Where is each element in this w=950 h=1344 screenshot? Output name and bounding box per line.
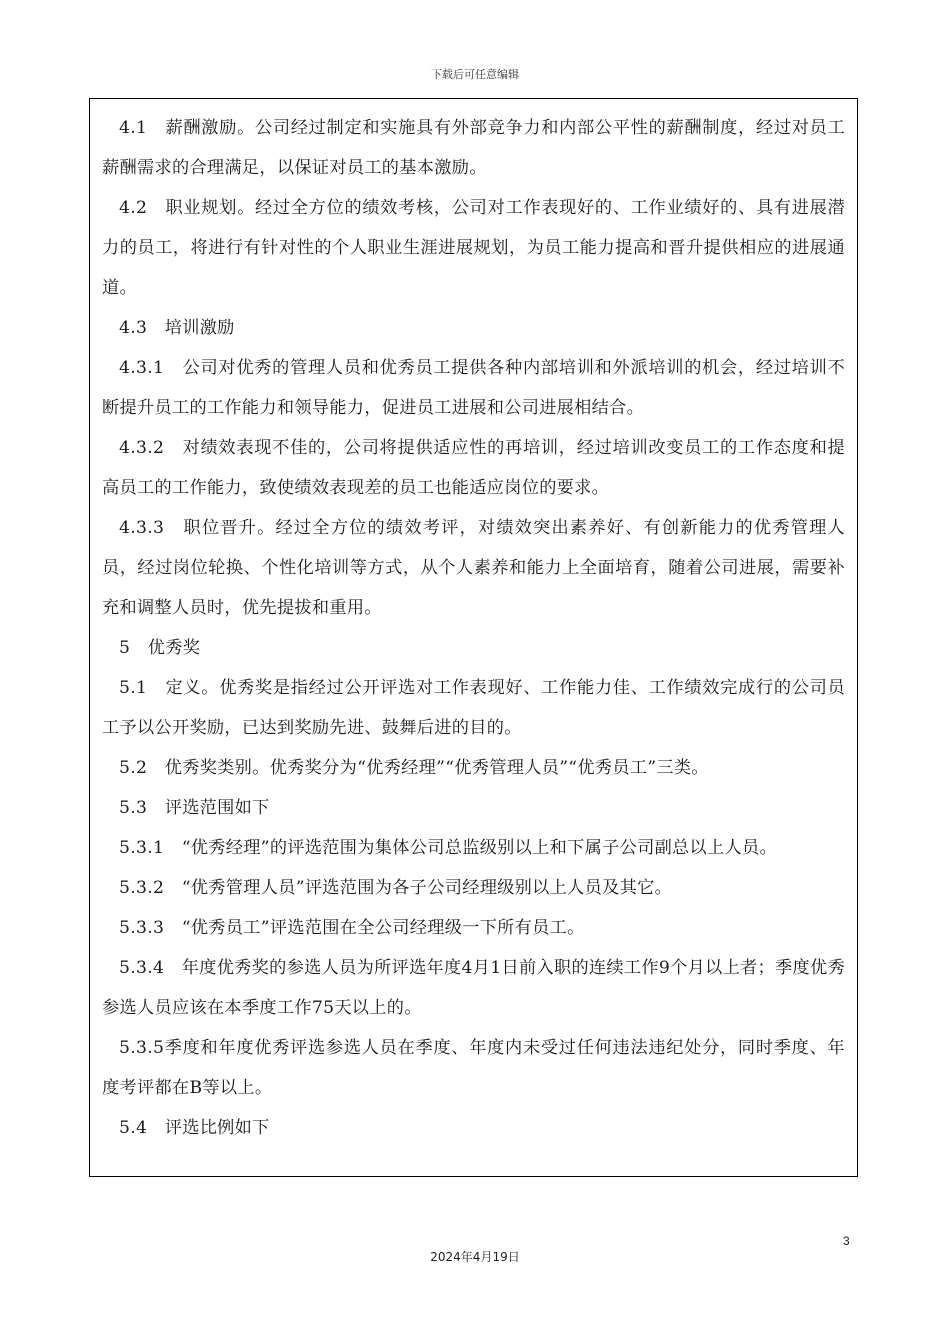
paragraph-4-1: 4.1 薪酬激励。公司经过制定和实施具有外部竞争力和内部公平性的薪酬制度，经过对员工薪酬需求的合理满足，以保证对员工的基本激励。 [102, 118, 845, 178]
paragraph-4-2: 4.2 职业规划。经过全方位的绩效考核，公司对工作表现好的、工作业绩好的、具有进展潜力的员工，将进行有针对性的个人职业生涯进展规划，为员工能力提高和晋升提供相应的进展通道。 [102, 198, 845, 298]
paragraph-4-3-2: 4.3.2 对绩效表现不佳的，公司将提供适应性的再培训，经过培训改变员工的工作态度和提高员工的工作能力，致使绩效表现差的员工也能适应岗位的要求。 [102, 438, 845, 498]
paragraph-5-3-3: 5.3.3 “优秀员工”评选范围在全公司经理级一下所有员工。 [119, 918, 585, 938]
footer-date: 2024年4月19日 [430, 1250, 520, 1264]
page-header: 下载后可任意编辑 [431, 68, 519, 81]
paragraph-5-3-4: 5.3.4 年度优秀奖的参选人员为所评选年度4月1日前入职的连续工作9个月以上者；季度优秀参选人员应该在本季度工作75天以上的。 [102, 958, 845, 1018]
document-body [89, 98, 858, 1177]
paragraph-4-3-1: 4.3.1 公司对优秀的管理人员和优秀员工提供各种内部培训和外派培训的机会，经过培训不断提升员工的工作能力和领导能力，促进员工进展和公司进展相结合。 [102, 358, 845, 418]
paragraph-5-3-2: 5.3.2 “优秀管理人员”评选范围为各子公司经理级别以上人员及其它。 [119, 878, 673, 898]
paragraph-5-3-1: 5.3.1 “优秀经理”的评选范围为集体公司总监级别以上和下属子公司副总以上人员。 [119, 838, 777, 858]
paragraph-4-3: 4.3 培训激励 [119, 318, 235, 338]
paragraph-5-1: 5.1 定义。优秀奖是指经过公开评选对工作表现好、工作能力佳、工作绩效完成行的公司员工予以公开奖励，已达到奖励先进、鼓舞后进的目的。 [102, 678, 845, 738]
page-number: 3 [843, 1234, 850, 1248]
paragraph-5-2: 5.2 优秀奖类别。优秀奖分为“优秀经理”“优秀管理人员”“优秀员工”三类。 [119, 758, 709, 778]
section-heading-5: 5 优秀奖 [119, 638, 201, 658]
paragraph-5-3-5: 5.3.5季度和年度优秀评选参选人员在季度、年度内未受过任何违法违纪处分，同时季度、年度考评都在B等以上。 [102, 1038, 845, 1098]
paragraph-4-3-3: 4.3.3 职位晋升。经过全方位的绩效考评，对绩效突出素养好、有创新能力的优秀管理人员，经过岗位轮换、个性化培训等方式，从个人素养和能力上全面培育，随着公司进展，需要补充和调整人员时，优先提拔和重用。 [102, 518, 845, 618]
paragraph-5-4: 5.4 评选比例如下 [119, 1118, 270, 1138]
paragraph-5-3: 5.3 评选范围如下 [119, 798, 270, 818]
